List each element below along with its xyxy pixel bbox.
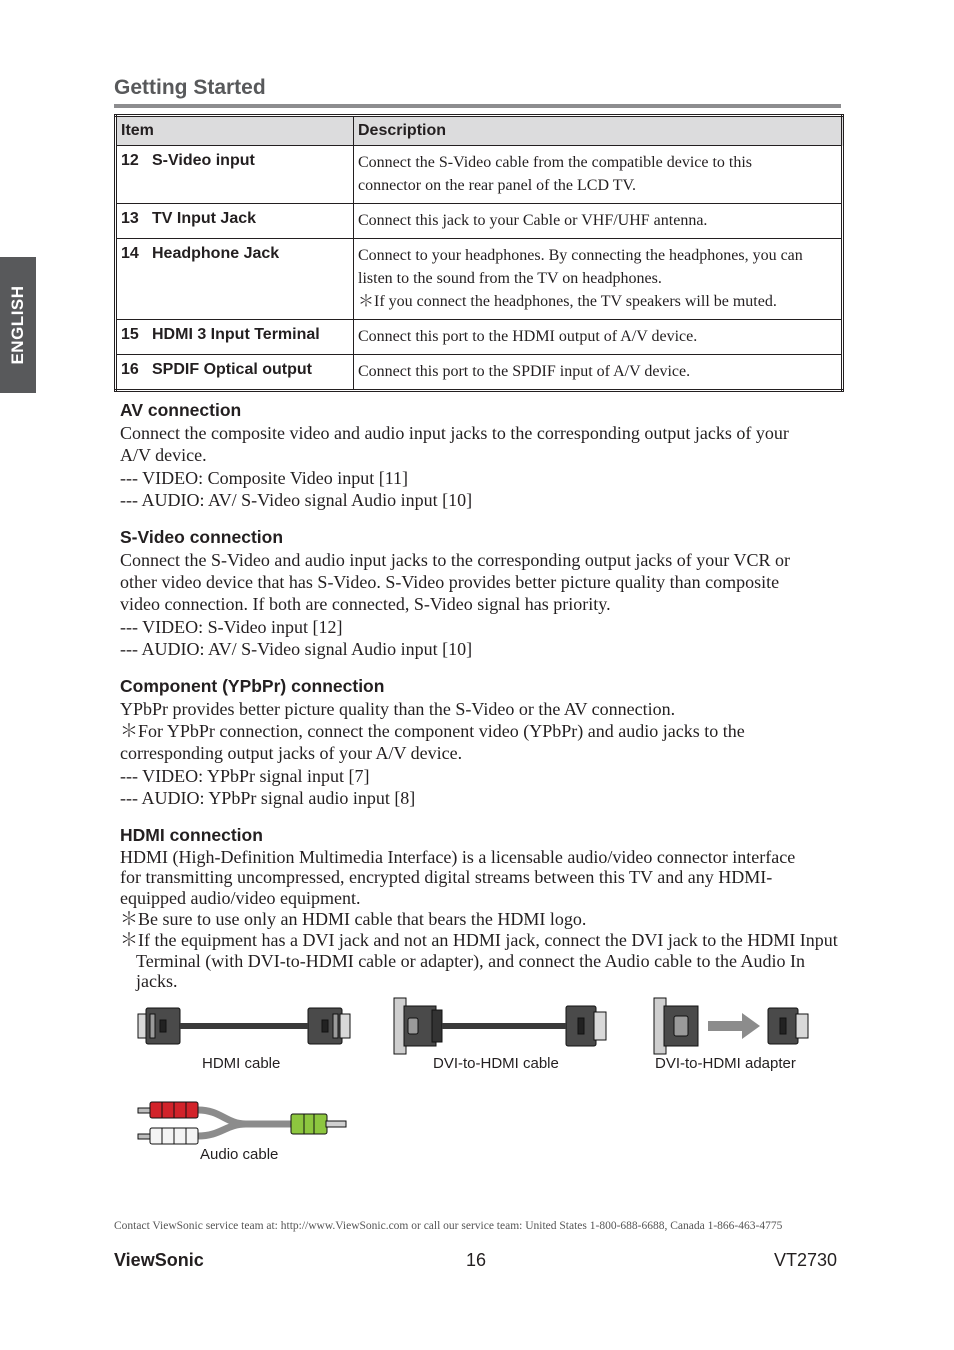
item-name: HDMI 3 Input Terminal (152, 326, 320, 343)
footer-contact: Contact ViewSonic service team at: http://www.ViewSonic.com or call our service team: United States 1-800-688-6688, Canada 1-866-463-4775 (114, 1220, 783, 1232)
note-line: ＊Be sure to use only an HDMI cable that bears the HDMI logo. (120, 909, 587, 930)
body-line: --- VIDEO: S-Video input [12] (120, 616, 343, 637)
item-cell (116, 146, 354, 204)
body-line: Connect the composite video and audio input jacks to the corresponding output jacks of your (120, 423, 789, 443)
dvi-to-hdmi-adapter-caption: DVI-to-HDMI adapter (655, 1055, 796, 1072)
hdmi-cable-caption: HDMI cable (202, 1055, 281, 1072)
body-line: corresponding output jacks of your A/V device. (120, 743, 463, 764)
section-body-svideo (120, 549, 842, 661)
item-name: S-Video input (152, 152, 255, 169)
body-line: ＊For YPbPr connection, connect the component video (YPbPr) and audio jacks to the (120, 721, 745, 742)
hdmi-cable-illustration (136, 1004, 352, 1050)
table-row (116, 239, 843, 320)
connector-table (114, 114, 844, 392)
section-heading-av: AV connection (120, 400, 242, 420)
body-line: equipped audio/video equipment. (120, 888, 361, 909)
section-body-hdmi (120, 847, 842, 993)
body-line: --- VIDEO: YPbPr signal input [7] (120, 765, 370, 786)
body-line: HDMI (High-Definition Multimedia Interface) is a licensable audio/video connector interface (120, 846, 796, 867)
description-line: ＊If you connect the headphones, the TV speakers will be muted. (358, 293, 777, 310)
item-number: 15 (121, 326, 139, 343)
section-body-component (120, 698, 842, 810)
table-header-row (116, 116, 843, 146)
section-body-av (120, 422, 842, 512)
description-cell (354, 355, 843, 391)
model-number: VT2730 (774, 1250, 838, 1270)
body-line: --- VIDEO: Composite Video input [11] (120, 467, 409, 488)
description-line: connector on the rear panel of the LCD TV. (358, 177, 636, 194)
description-line: Connect the S-Video cable from the compatible device to this (358, 154, 753, 171)
language-tab-label: ENGLISH (8, 285, 27, 365)
description-cell (354, 146, 843, 204)
item-cell (116, 204, 354, 239)
item-name: TV Input Jack (152, 210, 257, 227)
body-line: A/V device. (120, 445, 207, 466)
item-number: 12 (121, 152, 139, 169)
dvi-to-hdmi-adapter-illustration (652, 996, 814, 1056)
body-line: for transmitting uncompressed, encrypted digital streams between this TV and any HDMI- (120, 867, 773, 888)
item-cell (116, 355, 354, 391)
description-line: Connect this port to the HDMI output of A/V device. (358, 328, 698, 345)
table-row (116, 320, 843, 355)
audio-cable-illustration (136, 1096, 350, 1148)
description-cell (354, 239, 843, 320)
column-header-item: Item (116, 116, 354, 146)
audio-cable-caption: Audio cable (200, 1146, 279, 1163)
body-line: video connection. If both are connected, S-Video signal has priority. (120, 594, 611, 615)
connection-sections (120, 398, 842, 992)
note-line: ＊If the equipment has a DVI jack and not an HDMI jack, connect the DVI jack to the HDMI Input Terminal (with DVI-to-HDMI cable or adapter), and connect the Audio cable to the Audio In jacks. (120, 929, 838, 992)
table-row (116, 355, 843, 391)
table-row (116, 204, 843, 239)
item-cell (116, 239, 354, 320)
description-line: Connect this port to the SPDIF input of A/V device. (358, 363, 691, 380)
footer-brand: ViewSonic (114, 1250, 204, 1270)
description-cell (354, 204, 843, 239)
body-line: other video device that has S-Video. S-Video provides better picture quality than composite (120, 572, 780, 593)
description-line: Connect this jack to your Cable or VHF/UHF antenna. (358, 212, 708, 229)
table-row (116, 146, 843, 204)
title-divider (114, 104, 841, 108)
page-number: 16 (466, 1250, 487, 1270)
dvi-to-hdmi-cable-caption: DVI-to-HDMI cable (433, 1055, 559, 1072)
item-name: SPDIF Optical output (152, 361, 312, 378)
section-heading-hdmi: HDMI connection (120, 824, 263, 845)
item-number: 16 (121, 361, 139, 378)
item-cell (116, 320, 354, 355)
section-heading-component: Component (YPbPr) connection (120, 675, 385, 696)
item-number: 14 (121, 245, 139, 262)
body-line: --- AUDIO: YPbPr signal audio input [8] (120, 788, 416, 809)
dvi-to-hdmi-cable-illustration (392, 996, 610, 1056)
section-heading-svideo: S-Video connection (120, 526, 284, 547)
column-header-description: Description (354, 116, 843, 146)
item-number: 13 (121, 210, 139, 227)
body-line: --- AUDIO: AV/ S-Video signal Audio input [10] (120, 490, 473, 511)
arrow-right-icon (708, 1013, 760, 1039)
page-title: Getting Started (114, 76, 266, 99)
body-line: YPbPr provides better picture quality than the S-Video or the AV connection. (120, 698, 676, 719)
body-line: --- AUDIO: AV/ S-Video signal Audio input [10] (120, 639, 473, 660)
language-side-tab (0, 257, 36, 393)
description-line: listen to the sound from the TV on headphones. (358, 270, 662, 287)
description-cell (354, 320, 843, 355)
body-line: Connect the S-Video and audio input jacks to the corresponding output jacks of your VCR or (120, 549, 790, 570)
item-name: Headphone Jack (152, 245, 280, 262)
description-line: Connect to your headphones. By connecting the headphones, you can (358, 247, 803, 264)
